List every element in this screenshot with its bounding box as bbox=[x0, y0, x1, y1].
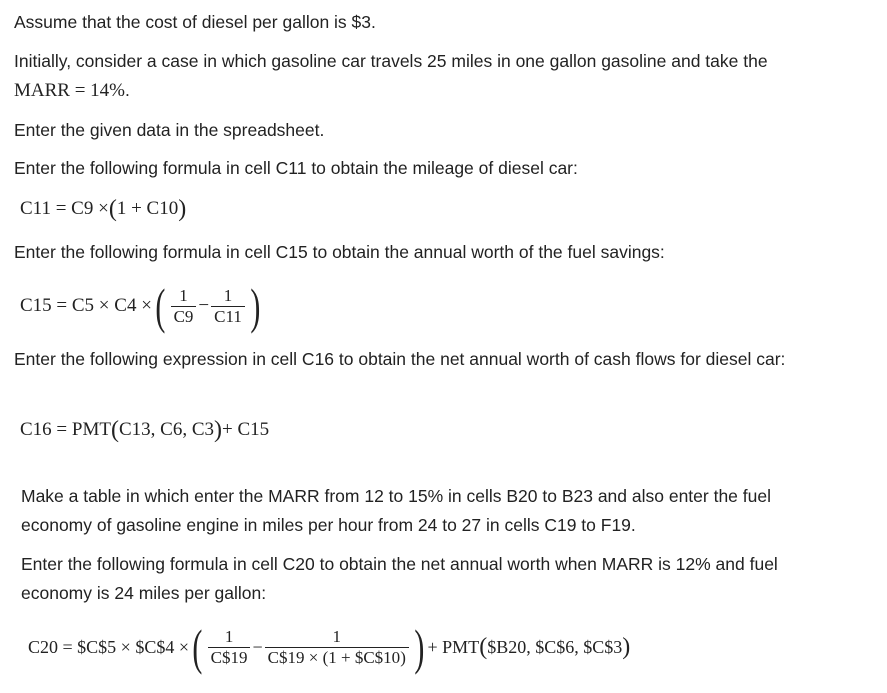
denominator-part-b: 1 + $C$10 bbox=[328, 647, 401, 667]
paragraph-initial-case bbox=[14, 47, 814, 105]
fraction-1-over-c19 bbox=[208, 627, 251, 668]
paragraph-c11-instruction: Enter the following formula in cell C11 to obtain the mileage of diesel car: bbox=[14, 158, 578, 178]
denominator: C11 bbox=[211, 306, 245, 327]
denominator bbox=[265, 647, 409, 668]
numerator: 1 bbox=[223, 285, 233, 305]
formula-c20 bbox=[28, 619, 631, 675]
paragraph-initial-case-text: Initially, consider a case in which gasoline car travels 25 miles in one gallon gasoline and take the bbox=[14, 51, 768, 71]
numerator: 1 bbox=[224, 626, 234, 646]
marr-expression: MARR = 14% bbox=[14, 80, 126, 101]
minus-sign: − bbox=[252, 636, 263, 657]
fraction-1-over-c11 bbox=[211, 286, 245, 327]
formula-c16-args: C13, C6, C3 bbox=[118, 419, 214, 440]
paragraph-c15-instruction: Enter the following formula in cell C15 to obtain the annual worth of the fuel savings: bbox=[14, 242, 665, 262]
numerator: 1 bbox=[332, 626, 341, 646]
paragraph-c20-instruction: Enter the following formula in cell C20 to obtain the net annual worth when MARR is 12% and fuel economy is 24 miles per gallon: bbox=[21, 554, 778, 603]
close-paren: ) bbox=[400, 647, 406, 667]
formula-c20-args: $B20, $C$6, $C$3 bbox=[487, 636, 623, 657]
formula-c16-lhs: C16 = PMT bbox=[20, 419, 111, 440]
formula-c20-lhs: C20 = $C$5 × $C$4 × bbox=[28, 636, 189, 657]
paragraph-c16-instruction: Enter the following expression in cell C16 to obtain the net annual worth of cash flows for diesel car: bbox=[14, 349, 786, 369]
numerator: 1 bbox=[179, 285, 188, 305]
formula-c15 bbox=[20, 278, 264, 334]
open-big-paren: ( bbox=[192, 619, 203, 675]
formula-c16 bbox=[20, 418, 269, 442]
open-big-paren: ( bbox=[155, 278, 166, 334]
open-paren: ( bbox=[322, 647, 329, 667]
denominator-part-a: C$19 × bbox=[267, 647, 323, 667]
paragraph-table-instruction: Make a table in which enter the MARR from 12 to 15% in cells B20 to B23 and also enter the fuel economy of gasoline engine in miles per hour from 24 to 27 in cells C19 to F19. bbox=[21, 486, 771, 535]
minus-sign: − bbox=[198, 295, 210, 316]
paragraph-initial-case-end: . bbox=[125, 80, 130, 100]
open-paren: ( bbox=[108, 196, 117, 222]
formula-c15-lhs: C15 = C5 × C4 × bbox=[20, 295, 152, 316]
formula-c11 bbox=[20, 197, 186, 221]
open-paren: ( bbox=[479, 634, 488, 660]
close-paren: ) bbox=[622, 634, 631, 660]
fraction-1-over-c19-times bbox=[265, 627, 409, 668]
formula-c11-inner: 1 + C10 bbox=[116, 198, 179, 219]
formula-c16-rhs: + C15 bbox=[222, 419, 270, 440]
fraction-1-over-c9 bbox=[171, 286, 197, 327]
close-big-paren: ) bbox=[414, 619, 425, 675]
denominator: C9 bbox=[171, 306, 197, 327]
formula-c20-rhs: + PMT bbox=[427, 636, 480, 657]
paragraph-enter-data: Enter the given data in the spreadsheet. bbox=[14, 120, 325, 140]
close-paren: ) bbox=[178, 196, 187, 222]
open-paren: ( bbox=[110, 417, 119, 443]
paragraph-diesel-cost: Assume that the cost of diesel per gallon is $3. bbox=[14, 12, 376, 32]
denominator: C$19 bbox=[208, 647, 251, 668]
close-big-paren: ) bbox=[250, 278, 261, 334]
formula-c11-lhs: C11 = C9 × bbox=[20, 198, 109, 219]
close-paren: ) bbox=[214, 417, 222, 443]
